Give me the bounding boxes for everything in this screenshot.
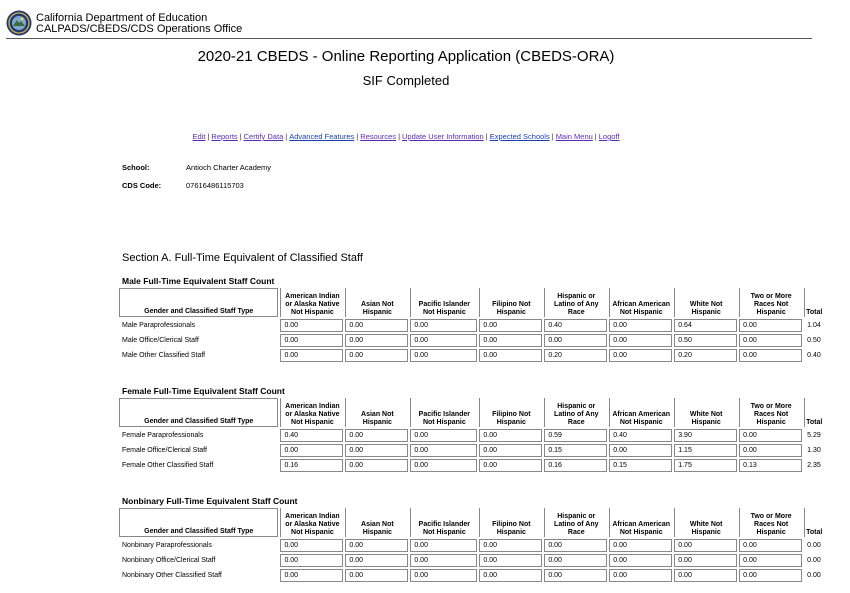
female-fte-table xyxy=(117,396,837,474)
nav-link-main-menu[interactable]: Main Menu xyxy=(555,132,593,141)
org-name: California Department of Education xyxy=(36,12,208,24)
table-header-row xyxy=(119,508,837,537)
table-title: Male Full-Time Equivalent Staff Count xyxy=(122,276,275,286)
nav-link-update-user-information[interactable]: Update User Information xyxy=(402,132,484,141)
row-total-cell: 0.00 xyxy=(807,572,821,579)
row-total-cell: 2.35 xyxy=(807,462,821,469)
column-header: Filipino Not Hispanic xyxy=(479,398,542,427)
column-header: Gender and Classified Staff Type xyxy=(119,398,278,427)
female-fte-table-block xyxy=(117,386,837,474)
fte-value-cell: 0.64 xyxy=(674,319,737,332)
table-title: Nonbinary Full-Time Equivalent Staff Count xyxy=(122,496,298,506)
fte-value-cell: 0.00 xyxy=(609,444,672,457)
fte-value-cell: 0.00 xyxy=(479,444,542,457)
fte-value-cell: 0.00 xyxy=(609,539,672,552)
nav-link-certify-data[interactable]: Certify Data xyxy=(243,132,284,141)
fte-value-cell: 0.00 xyxy=(280,319,343,332)
column-header: Two or More Races Not Hispanic xyxy=(739,288,802,317)
male-fte-table xyxy=(117,286,837,364)
fte-value-cell: 0.00 xyxy=(345,319,408,332)
column-header: African American Not Hispanic xyxy=(609,398,672,427)
fte-value-cell: 0.40 xyxy=(544,319,607,332)
fte-value-cell: 0.13 xyxy=(739,459,802,472)
fte-value-cell: 0.00 xyxy=(410,569,477,582)
row-label: Female Office/Clerical Staff xyxy=(122,447,207,454)
column-header: White Not Hispanic xyxy=(674,398,737,427)
row-total-cell: 0.00 xyxy=(807,542,821,549)
column-header: Gender and Classified Staff Type xyxy=(119,508,278,537)
fte-value-cell: 0.00 xyxy=(674,569,737,582)
fte-value-cell: 0.00 xyxy=(479,349,542,362)
school-label: School: xyxy=(122,163,150,172)
column-header: Two or More Races Not Hispanic xyxy=(739,398,802,427)
fte-value-cell: 0.00 xyxy=(410,319,477,332)
nonbinary-fte-table xyxy=(117,506,837,584)
fte-value-cell: 0.00 xyxy=(280,539,343,552)
cds-code-label: CDS Code: xyxy=(122,181,162,190)
section-title: Section A. Full-Time Equivalent of Classified Staff xyxy=(122,252,363,264)
table-row xyxy=(119,569,837,582)
row-total-cell: 0.50 xyxy=(807,337,821,344)
fte-value-cell: 0.00 xyxy=(280,569,343,582)
column-header: Hispanic or Latino of Any Race xyxy=(544,508,607,537)
fte-value-cell: 0.00 xyxy=(280,444,343,457)
fte-value-cell: 0.59 xyxy=(544,429,607,442)
column-header: White Not Hispanic xyxy=(674,288,737,317)
fte-value-cell: 0.00 xyxy=(479,539,542,552)
nav-link-expected-schools[interactable]: Expected Schools xyxy=(489,132,550,141)
fte-value-cell: 0.00 xyxy=(739,444,802,457)
column-header: Total xyxy=(804,508,837,537)
fte-value-cell: 0.00 xyxy=(479,334,542,347)
table-header-row xyxy=(119,288,837,317)
column-header: Pacific Islander Not Hispanic xyxy=(410,288,477,317)
fte-value-cell: 0.00 xyxy=(479,569,542,582)
fte-value-cell: 0.16 xyxy=(544,459,607,472)
column-header: Asian Not Hispanic xyxy=(345,508,408,537)
fte-value-cell: 0.00 xyxy=(410,554,477,567)
column-header: Hispanic or Latino of Any Race xyxy=(544,288,607,317)
fte-value-cell: 0.00 xyxy=(345,349,408,362)
fte-value-cell: 0.00 xyxy=(739,429,802,442)
fte-value-cell: 0.00 xyxy=(544,334,607,347)
fte-value-cell: 0.00 xyxy=(410,459,477,472)
row-total-cell: 1.30 xyxy=(807,447,821,454)
fte-value-cell: 0.00 xyxy=(345,554,408,567)
fte-value-cell: 0.00 xyxy=(410,334,477,347)
nav-link-resources[interactable]: Resources xyxy=(360,132,397,141)
fte-value-cell: 0.00 xyxy=(544,569,607,582)
fte-value-cell: 0.00 xyxy=(609,349,672,362)
row-total-cell: 5.29 xyxy=(807,432,821,439)
fte-value-cell: 0.00 xyxy=(280,334,343,347)
fte-value-cell: 0.00 xyxy=(544,554,607,567)
fte-value-cell: 0.50 xyxy=(674,334,737,347)
fte-value-cell: 0.00 xyxy=(609,554,672,567)
fte-value-cell: 0.00 xyxy=(479,319,542,332)
cds-code-value: 07616486115703 xyxy=(186,181,244,190)
row-total-cell: 1.04 xyxy=(807,322,821,329)
nav-link-logoff[interactable]: Logoff xyxy=(598,132,620,141)
column-header: Pacific Islander Not Hispanic xyxy=(410,398,477,427)
fte-value-cell: 3.90 xyxy=(674,429,737,442)
column-header: Asian Not Hispanic xyxy=(345,288,408,317)
column-header: American Indian or Alaska Native Not Hispanic xyxy=(280,398,343,427)
column-header: Asian Not Hispanic xyxy=(345,398,408,427)
fte-value-cell: 0.00 xyxy=(345,569,408,582)
fte-value-cell: 0.00 xyxy=(739,349,802,362)
row-label: Nonbinary Office/Clerical Staff xyxy=(122,557,216,564)
table-row xyxy=(119,349,837,362)
fte-value-cell: 0.00 xyxy=(410,429,477,442)
nav-links: Edit | Reports | Certify Data | Advanced Features | Resources | Update User Information | Expected Schools | Main Menu | Logoff xyxy=(192,132,620,141)
table-row xyxy=(119,554,837,567)
column-header: Filipino Not Hispanic xyxy=(479,288,542,317)
fte-value-cell: 0.40 xyxy=(609,429,672,442)
column-header: American Indian or Alaska Native Not Hispanic xyxy=(280,508,343,537)
fte-value-cell: 0.00 xyxy=(544,539,607,552)
column-header: African American Not Hispanic xyxy=(609,288,672,317)
fte-value-cell: 1.15 xyxy=(674,444,737,457)
table-header-row xyxy=(119,398,837,427)
nav-link-edit[interactable]: Edit xyxy=(192,132,206,141)
column-header: Filipino Not Hispanic xyxy=(479,508,542,537)
column-header: White Not Hispanic xyxy=(674,508,737,537)
fte-value-cell: 0.00 xyxy=(739,554,802,567)
fte-value-cell: 0.00 xyxy=(739,569,802,582)
fte-value-cell: 0.00 xyxy=(345,539,408,552)
page-subtitle: SIF Completed xyxy=(362,73,450,88)
org-office: CALPADS/CBEDS/CDS Operations Office xyxy=(36,23,243,35)
fte-value-cell: 0.00 xyxy=(280,554,343,567)
fte-value-cell: 0.00 xyxy=(410,444,477,457)
fte-value-cell: 0.20 xyxy=(544,349,607,362)
fte-value-cell: 0.00 xyxy=(739,539,802,552)
nav-link-reports[interactable]: Reports xyxy=(211,132,238,141)
fte-value-cell: 0.00 xyxy=(410,349,477,362)
fte-value-cell: 0.00 xyxy=(674,554,737,567)
row-label: Male Paraprofessionals xyxy=(122,322,196,329)
fte-value-cell: 0.00 xyxy=(609,334,672,347)
table-title: Female Full-Time Equivalent Staff Count xyxy=(122,386,285,396)
fte-value-cell: 0.00 xyxy=(410,539,477,552)
row-total-cell: 0.00 xyxy=(807,557,821,564)
fte-value-cell: 0.00 xyxy=(345,459,408,472)
nonbinary-fte-table-block xyxy=(117,496,837,584)
column-header: Total xyxy=(804,398,837,427)
row-total-cell: 0.40 xyxy=(807,352,821,359)
column-header: Hispanic or Latino of Any Race xyxy=(544,398,607,427)
table-row xyxy=(119,444,837,457)
fte-value-cell: 0.15 xyxy=(609,459,672,472)
nav-link-advanced-features[interactable]: Advanced Features xyxy=(289,132,355,141)
table-row xyxy=(119,319,837,332)
fte-value-cell: 0.00 xyxy=(739,319,802,332)
column-header: Two or More Races Not Hispanic xyxy=(739,508,802,537)
state-seal-icon xyxy=(6,10,32,36)
table-row xyxy=(119,459,837,472)
fte-value-cell: 0.00 xyxy=(280,349,343,362)
fte-value-cell: 0.40 xyxy=(280,429,343,442)
fte-value-cell: 0.20 xyxy=(674,349,737,362)
page-header xyxy=(6,8,812,39)
column-header: American Indian or Alaska Native Not Hispanic xyxy=(280,288,343,317)
fte-value-cell: 0.00 xyxy=(609,319,672,332)
fte-value-cell: 0.00 xyxy=(609,569,672,582)
page-title: 2020-21 CBEDS - Online Reporting Application (CBEDS-ORA) xyxy=(197,48,615,65)
fte-value-cell: 0.00 xyxy=(479,459,542,472)
column-header: Gender and Classified Staff Type xyxy=(119,288,278,317)
fte-value-cell: 0.00 xyxy=(479,554,542,567)
column-header: Total xyxy=(804,288,837,317)
fte-value-cell: 1.75 xyxy=(674,459,737,472)
table-row xyxy=(119,334,837,347)
row-label: Male Office/Clerical Staff xyxy=(122,337,199,344)
column-header: African American Not Hispanic xyxy=(609,508,672,537)
row-label: Nonbinary Other Classified Staff xyxy=(122,572,222,579)
school-value: Antioch Charter Academy xyxy=(186,163,272,172)
fte-value-cell: 0.00 xyxy=(674,539,737,552)
fte-value-cell: 0.00 xyxy=(345,444,408,457)
fte-value-cell: 0.00 xyxy=(345,334,408,347)
male-fte-table-block xyxy=(117,276,837,364)
fte-value-cell: 0.00 xyxy=(739,334,802,347)
fte-value-cell: 0.15 xyxy=(544,444,607,457)
row-label: Female Paraprofessionals xyxy=(122,432,204,439)
column-header: Pacific Islander Not Hispanic xyxy=(410,508,477,537)
table-row xyxy=(119,539,837,552)
row-label: Female Other Classified Staff xyxy=(122,462,214,469)
fte-value-cell: 0.00 xyxy=(345,429,408,442)
row-label: Male Other Classified Staff xyxy=(122,352,206,359)
fte-value-cell: 0.00 xyxy=(479,429,542,442)
fte-value-cell: 0.16 xyxy=(280,459,343,472)
table-row xyxy=(119,429,837,442)
row-label: Nonbinary Paraprofessionals xyxy=(122,542,212,549)
